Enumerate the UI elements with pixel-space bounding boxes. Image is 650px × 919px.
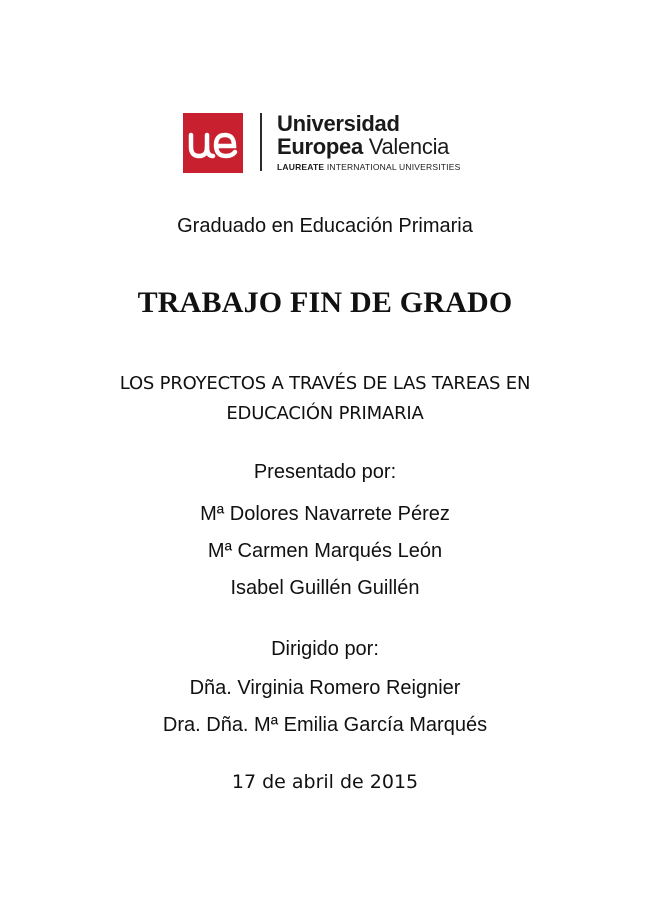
logo-valencia: Valencia: [368, 134, 450, 159]
university-logo: [183, 110, 483, 176]
document-title: TRABAJO FIN DE GRADO: [137, 286, 513, 319]
logo-tagline-laureate: LAUREATE: [277, 162, 325, 172]
author-name: Isabel Guillén Guillén: [230, 577, 420, 599]
ue-logo-mark-icon: [183, 113, 243, 173]
thesis-subtitle: [0, 369, 650, 429]
director-name: Dña. Virginia Romero Reignier: [189, 677, 461, 699]
logo-location: [277, 135, 449, 159]
presented-by-label: Presentado por:: [253, 461, 397, 483]
logo-tagline-rest: INTERNATIONAL UNIVERSITIES: [326, 162, 461, 172]
logo-divider: [260, 113, 262, 171]
subtitle-line-2: EDUCACIÓN PRIMARIA: [226, 403, 424, 424]
author-name: Mª Carmen Marqués León: [207, 540, 443, 562]
logo-europea: Europea: [277, 134, 363, 159]
logo-university-name: Universidad: [277, 111, 400, 136]
degree-name: Graduado en Educación Primaria: [177, 215, 473, 237]
logo-tagline: [277, 162, 460, 172]
author-name: Mª Dolores Navarrete Pérez: [200, 503, 450, 525]
subtitle-line-1: LOS PROYECTOS A TRAVÉS DE LAS TAREAS EN: [119, 373, 531, 394]
director-name: Dra. Dña. Mª Emilia García Marqués: [162, 714, 488, 736]
submission-date: 17 de abril de 2015: [231, 771, 419, 793]
directed-by-label: Dirigido por:: [271, 638, 379, 660]
